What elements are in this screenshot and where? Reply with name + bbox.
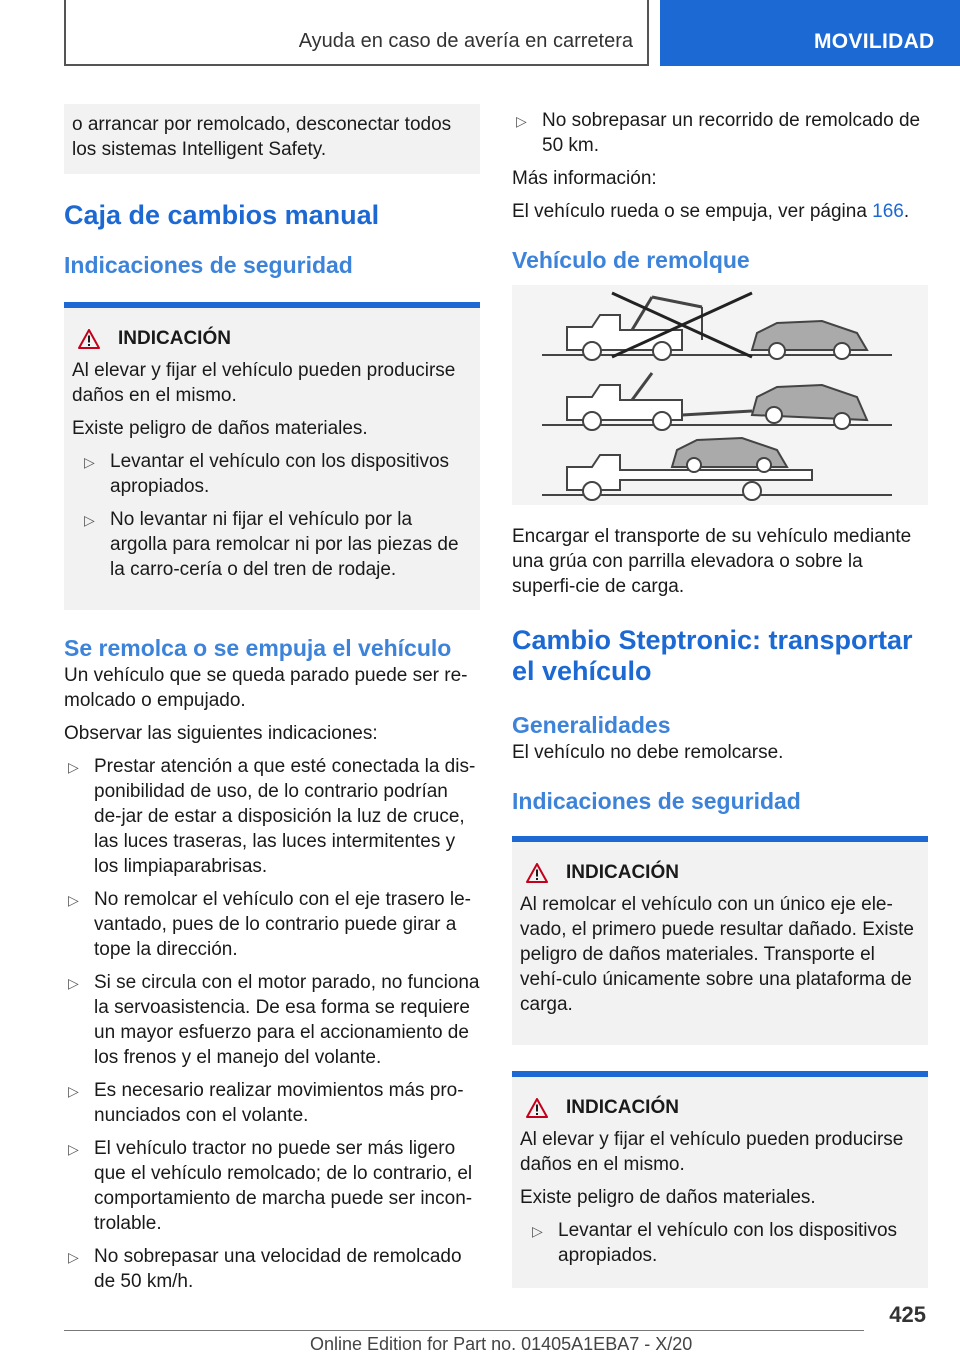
- list-item: ▷ Prestar atención a que esté conectada la dis-ponibilidad de uso, de lo contrario podrían de-jar de estar a disposición la luz de cruce, las luces traseras, las luces intermitentes y los limpiaparabrisas.: [68, 756, 476, 877]
- footer-divider: [64, 1330, 864, 1331]
- notice-text: Existe peligro de daños materiales.: [520, 1187, 816, 1208]
- triangle-bullet-icon: ▷: [532, 1223, 543, 1239]
- list-item: ▷ El vehículo tractor no puede ser más ligero que el vehículo remolcado; de lo contrario, el comportamiento de marcha puede ser incon-trolable.: [68, 1138, 473, 1234]
- intro-text: o arrancar por remolcado, desconectar todos los sistemas Intelligent Safety.: [72, 114, 452, 160]
- section-title: MOVILIDAD: [814, 30, 935, 53]
- triangle-bullet-icon: ▷: [68, 759, 79, 775]
- body-text: El vehículo rueda o se empuja, ver página 166.: [512, 201, 910, 222]
- towing-list: [64, 754, 480, 1294]
- heading-towing: Se remolca o se empuja el vehículo: [64, 635, 452, 661]
- notice-box: [512, 836, 928, 1045]
- notice-text: Al elevar y fijar el vehículo pueden producirse daños en el mismo.: [520, 1129, 904, 1175]
- notice-label: INDICACIÓN: [118, 328, 231, 349]
- notice-box: [64, 302, 480, 610]
- notice-text: Al elevar y fijar el vehículo pueden producirse daños en el mismo.: [72, 360, 456, 406]
- right-column: [512, 104, 928, 1288]
- page-header: [0, 0, 960, 66]
- triangle-bullet-icon: ▷: [84, 512, 95, 528]
- body-text: Más información:: [512, 168, 657, 189]
- notice-label: INDICACIÓN: [566, 862, 679, 883]
- towing-methods-illustration: [512, 285, 928, 505]
- heading-safety-notes: Indicaciones de seguridad: [512, 788, 801, 814]
- chapter-title: Ayuda en caso de avería en carretera: [298, 30, 633, 52]
- notice-text: Al remolcar el vehículo con un único eje ele-vado, el primero puede resultar dañado. Existe peligro de daños materiales. Transporte el vehí-culo únicamente sobre una plataforma de carga.: [520, 894, 914, 1015]
- triangle-bullet-icon: ▷: [68, 1141, 79, 1157]
- page-reference-link[interactable]: 166: [872, 201, 904, 222]
- list-item: ▷ No sobrepasar una velocidad de remolcado de 50 km/h.: [68, 1246, 462, 1292]
- page-number: 425: [889, 1302, 926, 1327]
- intro-box: [64, 104, 480, 174]
- list-item: ▷ No remolcar el vehículo con el eje trasero le-vantado, pues de lo contrario puede girar a tope la dirección.: [68, 889, 472, 960]
- notice-title: [72, 328, 472, 350]
- heading-steptronic: Cambio Steptronic: transportar el vehículo: [512, 625, 913, 686]
- left-column: [64, 104, 480, 1302]
- warning-icon: [78, 329, 100, 349]
- list-item: ▷ No sobrepasar un recorrido de remolcado de 50 km.: [516, 110, 921, 156]
- edition-note: Online Edition for Part no. 01405A1EBA7 - X/20: [310, 1334, 693, 1354]
- triangle-bullet-icon: ▷: [68, 1249, 79, 1265]
- heading-safety-notes: Indicaciones de seguridad: [64, 252, 353, 278]
- section-tab: [660, 0, 960, 66]
- chapter-tab: [64, 0, 649, 66]
- notice-title: [520, 1097, 920, 1119]
- notice-list: [520, 1218, 920, 1268]
- list-item: ▷ Levantar el vehículo con los dispositivos apropiados.: [532, 1220, 898, 1266]
- body-text: El vehículo no debe remolcarse.: [512, 742, 784, 763]
- triangle-bullet-icon: ▷: [84, 454, 95, 470]
- triangle-bullet-icon: ▷: [68, 975, 79, 991]
- warning-icon: [526, 863, 548, 883]
- notice-label: INDICACIÓN: [566, 1097, 679, 1118]
- notice-text: Existe peligro de daños materiales.: [72, 418, 368, 439]
- warning-icon: [526, 1098, 548, 1118]
- notice-list: [72, 449, 472, 582]
- body-text: Un vehículo que se queda parado puede ser re-molcado o empujado.: [64, 665, 468, 711]
- list-item: ▷ Si se circula con el motor parado, no funciona la servoasistencia. De esa forma se requiere un mayor esfuerzo para el accionamiento de los frenos y el manejo del volante.: [68, 972, 480, 1068]
- notice-box: [512, 1071, 928, 1288]
- list-item: ▷ Es necesario realizar movimientos más pro-nunciados con el volante.: [68, 1080, 464, 1126]
- heading-tow-vehicle: Vehículo de remolque: [512, 247, 750, 273]
- list-item: ▷ Levantar el vehículo con los dispositivos apropiados.: [84, 451, 450, 497]
- heading-manual-gearbox: Caja de cambios manual: [64, 200, 380, 230]
- towing-list-continued: [512, 108, 928, 158]
- triangle-bullet-icon: ▷: [516, 113, 527, 129]
- heading-general: Generalidades: [512, 712, 671, 738]
- triangle-bullet-icon: ▷: [68, 892, 79, 908]
- body-text: Encargar el transporte de su vehículo mediante una grúa con parrilla elevadora o sobre la superfi-cie de carga.: [512, 526, 912, 597]
- list-item: ▷ No levantar ni fijar el vehículo por la argolla para remolcar ni por las piezas de la carro-cería o del tren de rodaje.: [84, 509, 459, 580]
- triangle-bullet-icon: ▷: [68, 1083, 79, 1099]
- notice-title: [520, 862, 920, 884]
- body-text: Observar las siguientes indicaciones:: [64, 723, 378, 744]
